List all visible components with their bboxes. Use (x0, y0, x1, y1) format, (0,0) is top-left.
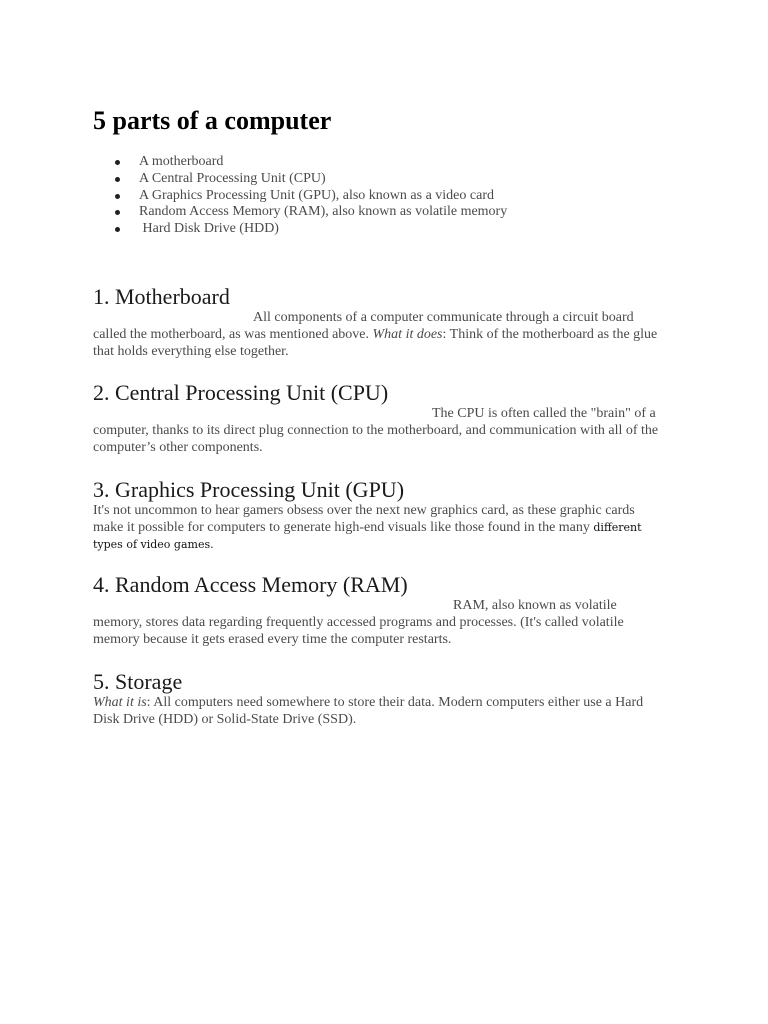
body-text: It's not uncommon to hear gamers obsess over the next new graphics card, as these graphic cards make it possible for computers to generate high-end visuals like those found in the many (93, 503, 635, 535)
body-italic: What it does (372, 326, 443, 342)
bullet-icon (115, 227, 120, 232)
section-heading: 4. Random Access Memory (RAM) (93, 572, 408, 597)
section-storage (93, 669, 668, 729)
list-item-text: Random Access Memory (RAM), also known as volatile memory (139, 204, 508, 220)
section-body (93, 310, 668, 360)
section-heading: 5. Storage (93, 669, 183, 694)
bullet-icon (115, 160, 120, 165)
section-body (93, 503, 668, 553)
list-item-text: A motherboard (139, 154, 224, 169)
section-body (93, 695, 668, 729)
list-item (93, 154, 653, 171)
bullet-icon (115, 210, 120, 215)
section-heading: 2. Central Processing Unit (CPU) (93, 380, 389, 405)
section-body: The CPU is often called the "brain" of a computer, thanks to its direct plug connection to the motherboard, and communication with all of the computer’s other components. (93, 406, 659, 455)
section-heading: 3. Graphics Processing Unit (GPU) (93, 477, 405, 502)
list-item (93, 171, 653, 188)
section-motherboard (93, 284, 668, 360)
section-cpu (93, 380, 668, 456)
body-italic: What it is (93, 695, 147, 710)
list-item-text: A Graphics Processing Unit (GPU), also known as a video card (139, 187, 494, 203)
body-text: : Think of the motherboard as the glue that holds everything else together. (93, 326, 658, 359)
section-body: RAM, also known as volatile memory, stores data regarding frequently accessed programs and processes. (It's called volatile memory because it gets erased every time the computer restarts. (93, 598, 624, 647)
bullet-icon (115, 194, 120, 199)
section-heading: 1. Motherboard (93, 284, 230, 309)
body-text: : All computers need somewhere to store their data. Modern computers either use a Hard Disk Drive (HDD) or Solid-State Drive (SSD). (93, 695, 644, 727)
parts-list (93, 154, 653, 238)
body-small-text: different types of video games. (93, 520, 642, 551)
list-item (93, 221, 653, 238)
document-title: 5 parts of a computer (93, 106, 332, 135)
section-ram (93, 572, 668, 648)
bullet-icon (115, 177, 120, 182)
list-item (93, 188, 653, 205)
list-item (93, 204, 653, 221)
list-item-text: Hard Disk Drive (HDD) (139, 221, 279, 237)
section-gpu (93, 477, 668, 553)
body-text: All components of a computer communicate through a circuit board called the motherboard, as was mentioned above. (93, 310, 634, 342)
list-item-text: A Central Processing Unit (CPU) (139, 170, 326, 186)
